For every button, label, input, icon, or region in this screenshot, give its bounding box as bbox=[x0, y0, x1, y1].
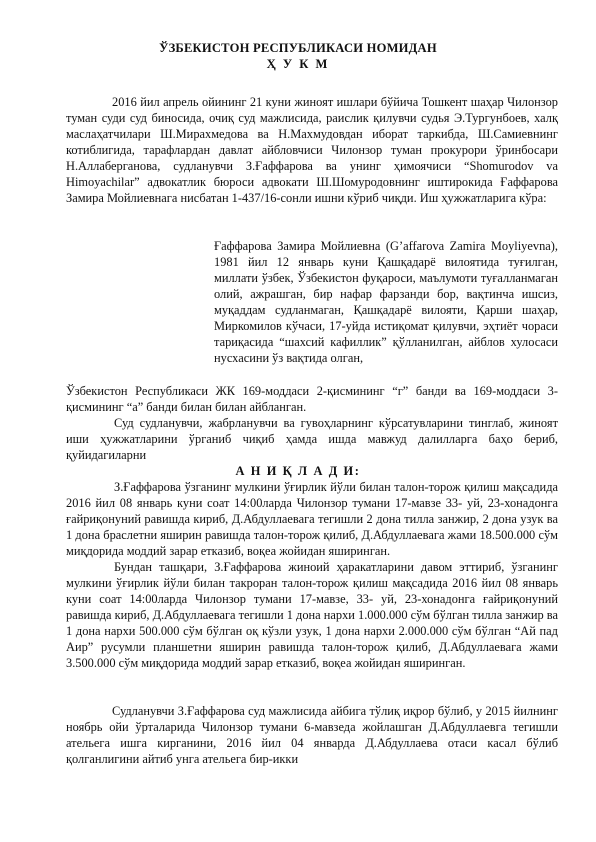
court-review-paragraph: Суд судланувчи, жабрланувчи ва гувоҳларнинг кўрсатувларини тинглаб, жиноят иши ҳужжатларини ўрганиб чиқиб ҳамда ишда мавжуд далилларга баҳо бериб, қуйидагиларни bbox=[66, 416, 558, 462]
finding-paragraph-1: З.Ғаффарова ўзганинг мулкини ўғирлик йўли билан талон-торож қилиш мақсадида 2016 йил 08 январь куни соат 14:00ларда Чилонзор тумани 17-мавзе 33- уй, 23-хонадонга ғайриқонуний равишда кириб, Д.Абдуллаевага тегишли 2 дона тилла занжир, 2 дона узук ва 1 дона браслетни яширин равишда талон-торож қилиб, Д.Абдуллаевага жами 18.500.000 сўм миқдорида моддий зарар етказиб, воқеа жойидан яширинган. bbox=[66, 480, 558, 558]
document-title: ЎЗБЕКИСТОН РЕСПУБЛИКАСИ НОМИДАН bbox=[159, 41, 437, 55]
charge-paragraph: Ўзбекистон Республикаси ЖК 169-моддаси 2-қисмининг “г” банди ва 169-моддаси 3-қисмининг “а” банди билан билан айбланган. bbox=[66, 384, 558, 414]
intro-paragraph: 2016 йил апрель ойининг 21 куни жиноят ишлари бўйича Тошкент шаҳар Чилонзор туман суди суд биносида, очиқ суд мажлисида, раислик қилувчи судья Э.Тургунбоев, халқ маслаҳатчилари Ш.Мирахмедова ва Н.Махмудовдан иборат таркибда, Ш.Самиевнинг котиблигида, тарафлардан давлат айбловчиси Чилонзор туман прокурори ўринбосари Н.Аллаберганова, судланувчи З.Ғаффарова ва унинг ҳимоячиси “Shomurodov va Himoyachilar” адвокатлик бюроси адвокати Ш.Шомуродовнинг иштирокида Ғаффарова Замира Мойлиевнага нисбатан 1-437/16-сонли ишни кўриб чиқди. Иш ҳужжатларига кўра: bbox=[66, 95, 558, 205]
document-subtitle: Ҳ У К М bbox=[266, 57, 330, 71]
established-heading: А Н И Қ Л А Д И: bbox=[235, 464, 361, 478]
defendant-info-paragraph: Ғаффарова Замира Мойлиевна (G’affarova Zamira Moyliyevna), 1981 йил 12 январь куни Қашқадарё вилоятида туғилган, миллати ўзбек, Ўзбекистон фуқароси, маълумоти туғалланмаган олий, ажрашган, бир нафар фарзанди бор, вақтинча ишсиз, муқаддам судланмаган, Қашқадарё вилояти, Қарши шаҳар, Миркомилов кўчаси, 17-уйда истиқомат қилувчи, эҳтиёт чораси тариқасида “шахсий кафиллик” қўлланилган, айблов хулосаси нусхасини ўз вақтида олган, bbox=[214, 239, 558, 365]
finding-paragraph-2: Бундан ташқари, З.Ғаффарова жиноий ҳаракатларини давом эттириб, ўзганинг мулкини ўғирлик йўли билан такроран талон-торож қилиш мақсадида 2016 йил 08 январь куни соат 14:00ларда Чилонзор тумани 17-мавзе, 33- уй, 23-хонадонга ғайриқонуний равишда кириб, Д.Абдуллаевага тегишли 1 дона нархи 1.000.000 сўм бўлган тилла занжир ва 1 дона нархи 500.000 сўм бўлган оқ кўзли узук, 1 дона нархи 2.000.000 сўм бўлган “Ай пад Аир” русумли планшетни яширин равишда талон-торож қилиб, Д.Абдуллаевага жами 3.500.000 сўм миқдорида моддий зарар етказиб, воқеа жойидан яширинган. bbox=[66, 560, 558, 670]
finding-paragraph-3: Судланувчи З.Ғаффарова суд мажлисида айбига тўлиқ иқрор бўлиб, у 2015 йилнинг ноябрь ойи ўрталарида Чилонзор тумани 6-мавзеда жойлашган Д.Абдуллаевга тегишли ательега ишга кирганини, 2016 йил 04 январда Д.Абдуллаева отаси касал бўлиб қолганлигини айтиб унга ательега бир-икки bbox=[66, 704, 558, 766]
